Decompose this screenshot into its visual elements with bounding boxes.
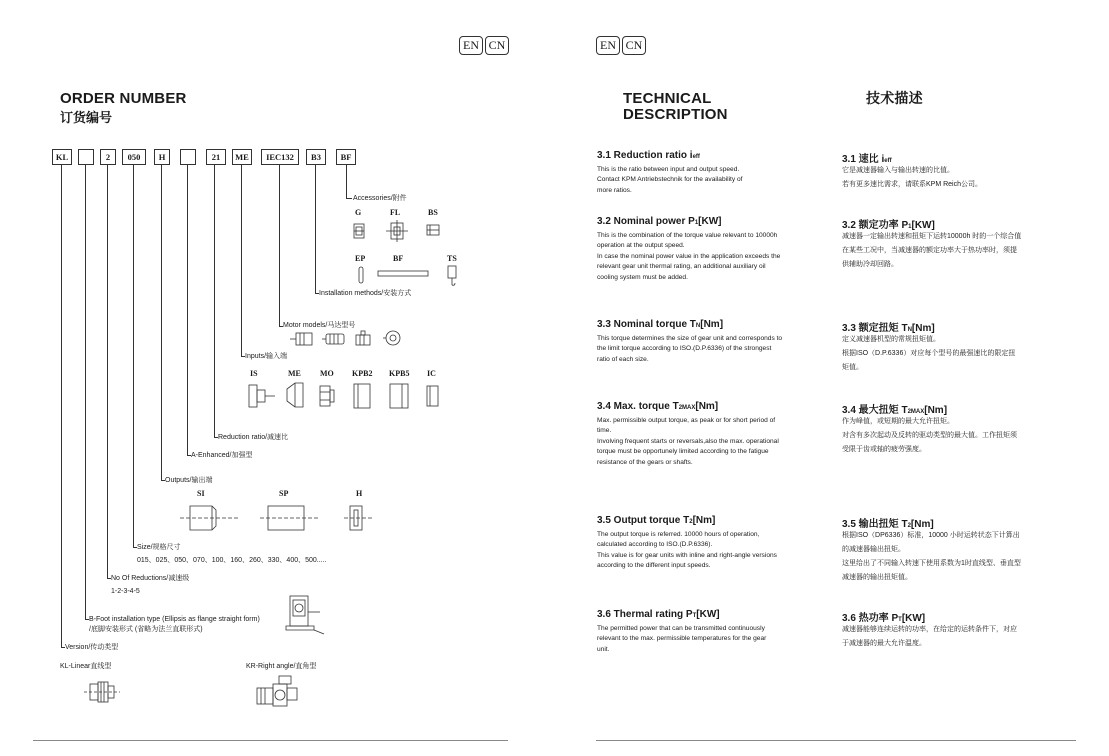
motor-model-4-icon [383, 329, 403, 347]
input-code-ic: IC [427, 369, 436, 378]
section-heading-subscript: N [695, 323, 701, 329]
accessories-label: Accessories/附件 [353, 195, 407, 202]
body-line: time. [597, 427, 612, 435]
section-5-heading-cn [842, 515, 934, 530]
leader-motor [279, 165, 280, 326]
leader-ratio [214, 165, 215, 437]
section-3-body-en [597, 334, 829, 365]
body-line: operation at the output speed. [597, 242, 685, 250]
installation-bf-icon [377, 270, 429, 278]
section-heading-text: 3.5 输出扭矩 T [842, 519, 908, 530]
reductions-label: No Of Reductions/减速级 [111, 575, 190, 582]
input-code-is: IS [250, 369, 258, 378]
code-box-series: KL [52, 149, 72, 165]
section-heading-unit: [Nm] [692, 515, 716, 526]
body-line: 减速器一定输出转速和扭矩下运转10000h 时的一个综合值 [842, 233, 1022, 240]
body-line: 对含有多次起动及反转的驱动类型的最大值。工作扭矩须 [842, 432, 1017, 439]
section-heading-unit: [KW] [901, 613, 926, 624]
body-line: The output torque is referred. 10000 hours of operation, [597, 531, 760, 538]
body-line: This is the combination of the torque value relevant to 10000h [597, 232, 778, 239]
section-4-heading-en [597, 401, 718, 412]
section-6-body-en [597, 624, 829, 655]
kl-linear-gearbox-icon [84, 680, 120, 704]
motor-model-2-icon [322, 331, 346, 347]
output-code-h: H [356, 489, 363, 498]
body-line: 于减速器的最大允许温度。 [842, 640, 926, 647]
foot-label-line2: /底脚安装形式 (省略为法兰直联形式) [89, 626, 203, 633]
enhanced-label: A-Enhanced/加强型 [191, 452, 253, 459]
section-2-body-cn [842, 230, 1077, 272]
input-code-kpb5: KPB5 [389, 369, 410, 378]
body-line: 定义减速器机型的常规扭矩值。 [842, 336, 940, 343]
section-4-body-cn [842, 415, 1077, 457]
installation-ep-icon [358, 266, 364, 284]
leader-output [161, 165, 162, 480]
section-6-heading-cn [842, 609, 925, 624]
code-box-foot [78, 149, 94, 165]
leader-version [61, 165, 62, 647]
leader-installation [315, 165, 316, 293]
body-line: This is the ratio between input and output speed. [597, 166, 740, 173]
section-1-body-en [597, 165, 829, 196]
leader-input [241, 165, 242, 356]
reductions-values: 1-2-3-4-5 [111, 588, 140, 595]
section-heading-text: 3.4 Max. torque T [597, 401, 679, 412]
input-ic-icon [426, 385, 440, 407]
body-line: relevant gear unit thermal rating, an additional auxiliary oil [597, 263, 766, 271]
input-code-mo: MO [320, 369, 334, 378]
section-heading-subscript: 1 [908, 224, 912, 230]
technical-title-cn: 技术描述 [866, 90, 923, 106]
input-kpb2-icon [352, 383, 374, 409]
section-2-heading-en [597, 216, 721, 227]
technical-title-line2: DESCRIPTION [623, 106, 728, 123]
kr-right-angle-gearbox-icon [253, 674, 303, 710]
section-heading-unit: [Nm] [700, 319, 724, 330]
installation-label: Installation methods/安装方式 [319, 290, 412, 297]
technical-title-line1: TECHNICAL [623, 90, 712, 107]
section-6-body-cn [842, 623, 1077, 651]
body-line: more ratios. [597, 186, 632, 194]
section-heading-text: 3.2 Nominal power P [597, 216, 695, 227]
code-box-ratio: 21 [206, 149, 226, 165]
body-line: 减速器的输出扭矩值。 [842, 574, 912, 581]
accessory-code-g: G [355, 208, 362, 217]
body-line: The permitted power that can be transmitted continuously [597, 625, 765, 632]
code-box-size: 050 [122, 149, 146, 165]
input-mo-icon [318, 384, 336, 408]
section-2-heading-cn [842, 216, 935, 231]
output-code-si: SI [197, 489, 205, 498]
section-heading-subscript: T [898, 617, 902, 623]
section-heading-unit: [KW] [696, 609, 720, 620]
leader-size [133, 165, 134, 547]
section-heading-unit: [Nm] [695, 401, 719, 412]
section-heading-subscript: 2 [907, 523, 911, 529]
body-line: 减速器能够连续运转的功率，在给定的运转条件下，对应 [842, 626, 1017, 633]
code-box-installation: B3 [306, 149, 326, 165]
section-3-heading-cn [842, 319, 935, 334]
section-6-heading-en [597, 609, 720, 620]
body-line: This torque determines the size of gear unit and corresponds to [597, 335, 783, 342]
section-heading-text: 3.1 速比 i [842, 154, 885, 165]
leader-foot [85, 165, 86, 619]
section-heading-subscript: T [692, 613, 697, 619]
section-heading-text: 3.6 热功率 P [842, 613, 899, 624]
section-heading-subscript: eff [884, 158, 892, 164]
section-3-heading-en [597, 319, 723, 330]
section-heading-subscript: 2 [689, 519, 693, 525]
input-kpb5-icon [388, 383, 410, 409]
leader-enhanced [187, 165, 188, 455]
code-box-reductions: 2 [100, 149, 116, 165]
right-footer-rule [596, 740, 1076, 741]
section-1-heading-en [597, 150, 700, 161]
section-1-body-cn [842, 164, 1077, 192]
input-is-icon [248, 383, 276, 409]
body-line: 若有更多速比需求，请联系KPM Reich公司。 [842, 181, 983, 188]
motor-label: Motor models/马达型号 [283, 322, 356, 329]
section-heading-unit: [Nm] [911, 323, 935, 334]
output-si-icon [180, 502, 240, 534]
body-line: the limit torque according to ISO.(D.P.6336) of the strongest [597, 345, 772, 353]
section-5-body-en [597, 530, 829, 572]
section-heading-text: 3.6 Thermal rating P [597, 609, 693, 620]
body-line: 根据ISO（D.P.6336）对应每个型号的最强速比的限定扭 [842, 350, 1016, 357]
section-heading-text: 3.1 Reduction ratio i [597, 150, 693, 161]
body-line: Max. permissible output torque, as peak or for short period of [597, 417, 776, 424]
inputs-label: Inputs/输入端 [245, 353, 288, 360]
section-heading-subscript: eff [692, 154, 700, 160]
body-line: unit. [597, 645, 610, 653]
section-heading-unit: [KW] [911, 220, 935, 231]
body-line: relevant to the max. permissible temperatures for the gear [597, 635, 767, 643]
body-line: 矩值。 [842, 364, 863, 371]
body-line: 它是减速器输入与输出转速的比值。 [842, 167, 954, 174]
leader-accessories-tick [346, 198, 352, 199]
size-label: Size/规格尺寸 [137, 544, 181, 551]
body-line: 作为峰值，或短期的最大允许扭矩。 [842, 418, 954, 425]
accessory-code-fl: FL [390, 208, 401, 217]
body-line: Involving frequent starts or reversals,also the max. operational [597, 437, 779, 445]
section-1-heading-cn [842, 150, 892, 165]
foot-label-line1: B-Foot installation type (Ellipsis as flange straight form) [89, 616, 260, 623]
section-heading-subscript: N [907, 327, 912, 333]
installation-ts-icon [446, 265, 458, 287]
section-4-body-en [597, 416, 829, 468]
leader-accessories [346, 165, 347, 198]
body-line: cooling system must be added. [597, 273, 688, 281]
lang-en-button-right[interactable]: EN [596, 36, 620, 55]
leader-reductions [107, 165, 108, 578]
section-heading-unit: [Nm] [924, 405, 948, 416]
section-heading-unit: [KW] [698, 216, 722, 227]
section-heading-subscript: 2MAX [678, 405, 696, 411]
section-heading-subscript: 2MAX [907, 409, 925, 415]
installation-code-ts: TS [447, 254, 457, 263]
body-line: Contact KPM Antriebstechnik for the availability of [597, 176, 743, 184]
accessory-bs-icon [426, 223, 440, 237]
body-line: 供辅助冷却回路。 [842, 261, 898, 268]
body-line: 的减速器输出扭矩。 [842, 546, 905, 553]
section-3-body-cn [842, 333, 1077, 375]
section-5-body-cn [842, 529, 1077, 585]
section-4-heading-cn [842, 401, 947, 416]
output-code-sp: SP [279, 489, 289, 498]
code-box-output: H [154, 149, 170, 165]
body-line: torque must be opportunely limited according to the fatigue [597, 448, 769, 456]
body-line: 根据ISO（DP6336）标准，10000 小时运转状态下计算出 [842, 532, 1020, 539]
code-box-accessories: BF [336, 149, 356, 165]
section-2-body-en [597, 231, 829, 283]
section-heading-text: 3.5 Output torque T [597, 515, 690, 526]
accessory-g-icon [352, 222, 366, 240]
kr-right-angle-label: KR-Right angle/直角型 [246, 663, 317, 670]
kl-linear-label: KL-Linear直线型 [60, 663, 112, 670]
body-line: 在某些工况中，当减速器的额定功率大于热功率时，须提 [842, 247, 1017, 254]
section-heading-text: 3.3 Nominal torque T [597, 319, 696, 330]
section-heading-text: 3.3 额定扭矩 T [842, 323, 908, 334]
installation-code-ep: EP [355, 254, 366, 263]
outputs-label: Outputs/输出端 [165, 477, 213, 484]
output-sp-icon [260, 502, 318, 534]
input-code-me: ME [288, 369, 301, 378]
input-me-icon [285, 381, 305, 409]
section-heading-text: 3.2 额定功率 P [842, 220, 909, 231]
installation-code-bf: BF [393, 254, 404, 263]
section-5-heading-en [597, 515, 715, 526]
body-line: calculated according to ISO.(D.P.6336). [597, 541, 713, 549]
code-box-motor: IEC132 [261, 149, 299, 165]
lang-cn-button[interactable]: CN [485, 36, 509, 55]
order-number-title: ORDER NUMBER [60, 90, 187, 107]
reduction-ratio-label: Reduction ratio/减速比 [218, 434, 289, 441]
code-box-enhanced [180, 149, 196, 165]
body-line: ratio of each size. [597, 355, 649, 363]
lang-cn-button-right[interactable]: CN [622, 36, 646, 55]
left-footer-rule [33, 740, 508, 741]
section-heading-unit: [Nm] [910, 519, 934, 530]
foot-mount-icon [284, 592, 328, 638]
code-box-input: ME [232, 149, 252, 165]
accessory-code-bs: BS [428, 208, 438, 217]
accessory-fl-icon [386, 220, 408, 242]
input-code-kpb2: KPB2 [352, 369, 373, 378]
body-line: This value is for gear units with inline and right-angle versions [597, 551, 777, 559]
lang-en-button[interactable]: EN [459, 36, 483, 55]
size-values: 015、025、050、070、100、160、260、330、400、500..... [137, 557, 327, 564]
motor-model-1-icon [290, 331, 314, 347]
version-label: Version/传动类型 [65, 644, 119, 651]
body-line: resistance of the gears or shafts. [597, 458, 693, 466]
section-heading-subscript: 1 [694, 220, 699, 226]
body-line: 这里给出了不同输入转速下使用系数为1时直线型、垂直型 [842, 560, 1021, 567]
body-line: In case the nominal power value in the application exceeds the [597, 252, 781, 260]
motor-model-3-icon [353, 330, 373, 348]
order-number-title-cn: 订货编号 [60, 110, 113, 125]
output-h-icon [344, 502, 374, 534]
body-line: according to the different input speeds. [597, 562, 711, 570]
section-heading-text: 3.4 最大扭矩 T [842, 405, 908, 416]
body-line: 受限于齿或轴的疲劳强度。 [842, 446, 926, 453]
